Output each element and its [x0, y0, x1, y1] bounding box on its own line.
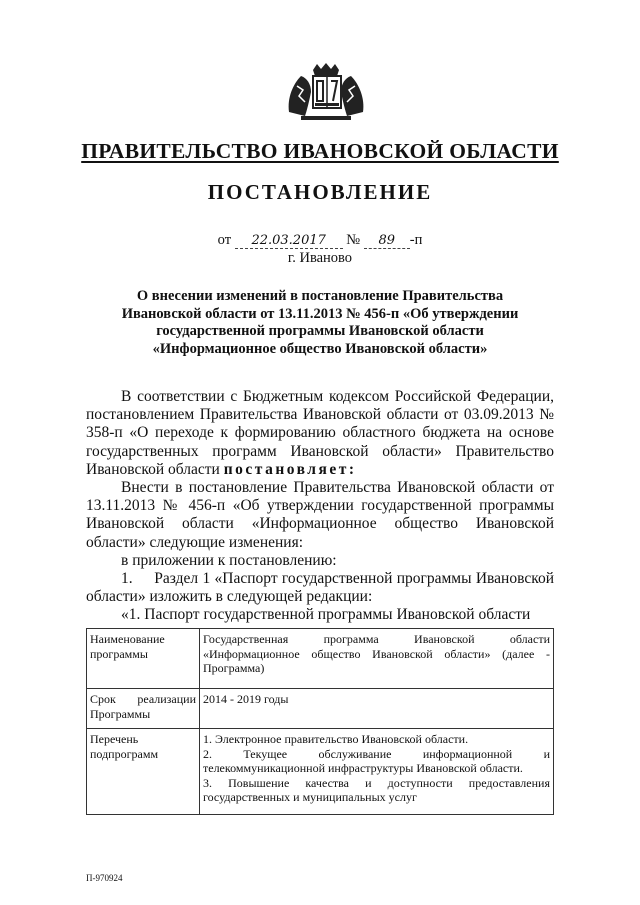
paragraph-passport-heading: «1. Паспорт государственной программы Ивановской области	[121, 606, 531, 624]
table-row	[87, 729, 554, 815]
date-number-line	[0, 232, 640, 249]
row-value	[200, 729, 554, 815]
document-date: 22.03.2017	[235, 233, 343, 249]
table-row	[87, 689, 554, 729]
paragraph-basis-text: В соответствии с Бюджетным кодексом Российской Федерации, постановлением Правительства Ивановской области от 03.09.2013 № 358-п «О переходе к формированию областного бюджета на основе государственных программ Ивановской области» Правительство Ивановской области	[86, 388, 554, 478]
footer-code: П-970924	[86, 873, 123, 883]
subprogram-item: 3. Повышение качества и доступности предоставления государственных и муниципальных услуг	[203, 775, 550, 804]
paragraph-section1: 1. Раздел 1 «Паспорт государственной программы Ивановской области» изложить в следующей редакции:	[86, 570, 558, 606]
number-suffix: -п	[409, 232, 423, 248]
row-label: Срок реализации Программы	[87, 689, 200, 729]
paragraph-annex: в приложении к постановлению:	[121, 551, 337, 569]
document-subject: О внесении изменений в постановление Правительства Ивановской области от 13.11.2013 № 456-п «Об утверждении государственной программы Ивановской области «Информационное общество Ивановской области»	[121, 288, 519, 357]
row-value: Государственная программа Ивановской области «Информационное общество Ивановской области» (далее - Программа)	[200, 629, 554, 689]
table-row	[87, 629, 554, 689]
subprogram-item: 2. Текущее обслуживание информационной и телекоммуникационной инфраструктуры Ивановской области.	[203, 746, 550, 775]
subprogram-item: 1. Электронное правительство Ивановской области.	[203, 732, 469, 746]
decree-word: постановляет:	[223, 460, 357, 478]
row-label: Перечень подпрограмм	[87, 729, 200, 815]
organization-title: ПРАВИТЕЛЬСТВО ИВАНОВСКОЙ ОБЛАСТИ	[81, 139, 559, 163]
document-type: ПОСТАНОВЛЕНИЕ	[207, 180, 433, 204]
document-body	[86, 388, 558, 625]
paragraph-amend: Внести в постановление Правительства Ивановской области от 13.11.2013 № 456-п «Об утверждении государственной программы Ивановской области «Информационное общество Ивановской области» следующие изменения:	[86, 479, 554, 551]
coat-of-arms-icon	[283, 62, 369, 124]
paragraph-basis	[86, 388, 554, 479]
row-value: 2014 - 2019 годы	[200, 689, 554, 729]
date-prefix: от	[217, 232, 232, 248]
document-number: 89	[364, 233, 410, 249]
number-prefix: №	[346, 232, 361, 248]
passport-table	[86, 628, 554, 815]
row-label: Наименование программы	[87, 629, 200, 689]
city: г. Иваново	[287, 250, 353, 266]
